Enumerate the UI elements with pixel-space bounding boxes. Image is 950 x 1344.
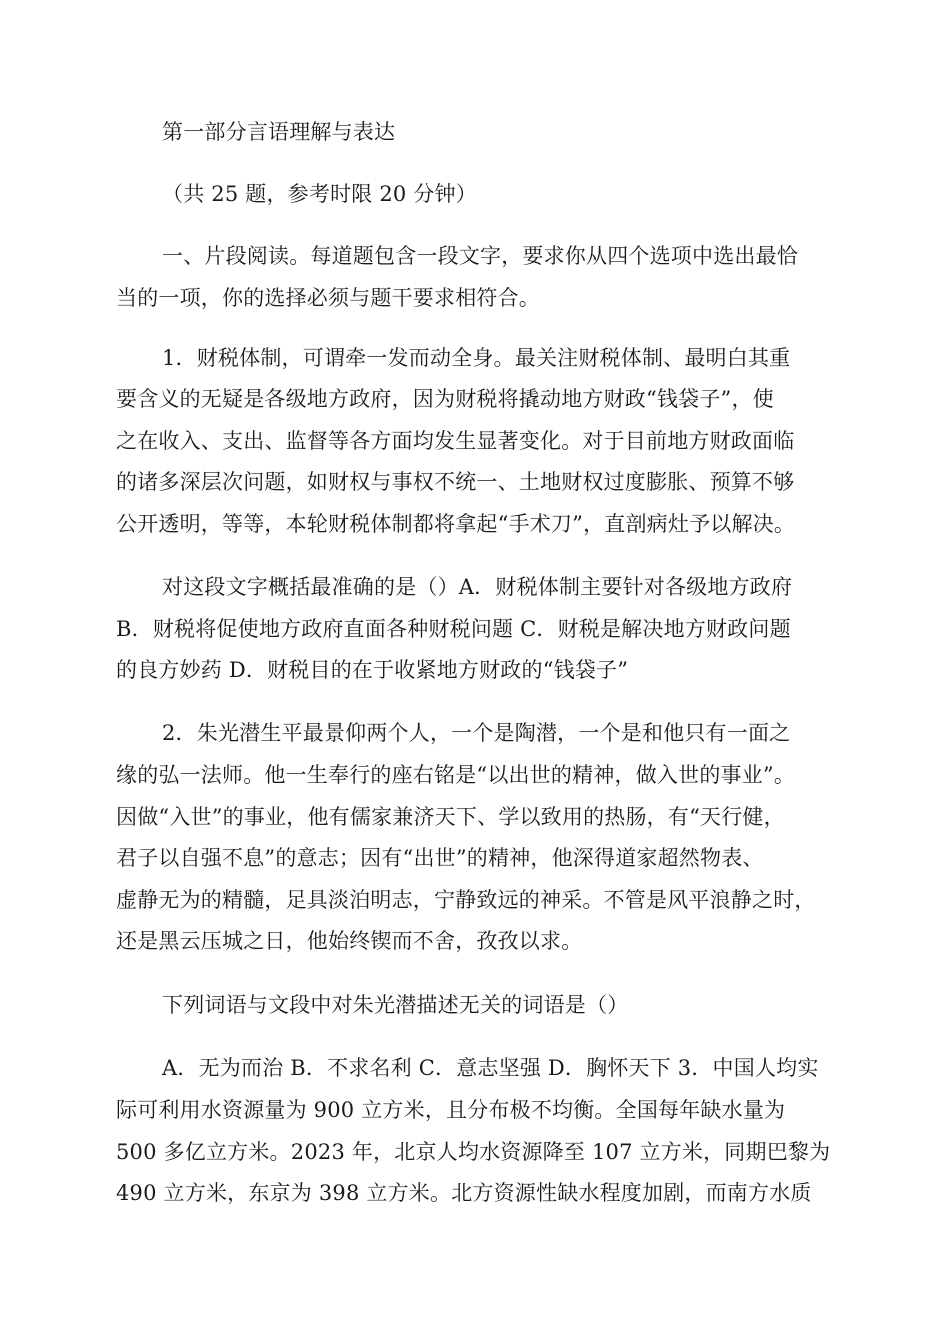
q2-passage-line: 缘的弘一法师。他一生奉行的座右铭是“以出世的精神，做入世的事业”。 bbox=[116, 763, 796, 787]
q2-question: 下列词语与文段中对朱光潜描述无关的词语是（） bbox=[162, 993, 629, 1017]
q1-passage-line: 公开透明，等等，本轮财税体制都将拿起“手术刀”，直剖病灶予以解决。 bbox=[116, 512, 796, 536]
q1-passage-line: 要含义的无疑是各级地方政府，因为财税将撬动地方财政“钱袋子”，使 bbox=[116, 387, 774, 411]
q1-passage-line: 之在收入、支出、监督等各方面均发生显著变化。对于目前地方财政面临 bbox=[116, 429, 795, 453]
q2-passage-line: 还是黑云压城之日，他始终锲而不舍，孜孜以求。 bbox=[116, 929, 583, 953]
instructions-line: 当的一项，你的选择必须与题干要求相符合。 bbox=[116, 286, 540, 310]
q2-options-q3-line: A．无为而治 B．不求名利 C．意志坚强 D．胸怀天下 3．中国人均实 bbox=[162, 1056, 819, 1080]
q1-question-line: 的良方妙药 D．财税目的在于收紧地方财政的“钱袋子” bbox=[116, 658, 629, 682]
section-subtitle: （共 25 题，参考时限 20 分钟） bbox=[162, 182, 477, 206]
q1-question-line: 对这段文字概括最准确的是（）A．财税体制主要针对各级地方政府 bbox=[162, 575, 793, 599]
section-title: 第一部分言语理解与表达 bbox=[162, 120, 396, 144]
instructions-line: 一、片段阅读。每道题包含一段文字，要求你从四个选项中选出最恰 bbox=[162, 244, 798, 268]
q2-options-q3-line: 际可利用水资源量为 900 立方米，且分布极不均衡。全国每年缺水量为 bbox=[116, 1098, 786, 1122]
q1-question-line: B．财税将促使地方政府直面各种财税问题 C．财税是解决地方财政问题 bbox=[116, 617, 791, 641]
q2-passage-line: 君子以自强不息”的意志；因有“出世”的精神，他深得道家超然物表、 bbox=[116, 846, 764, 870]
q1-passage-line: 的诸多深层次问题，如财权与事权不统一、土地财权过度膨胀、预算不够 bbox=[116, 470, 795, 494]
q1-passage-line: 1．财税体制，可谓牵一发而动全身。最关注财税体制、最明白其重 bbox=[162, 346, 791, 370]
q2-options-q3-line: 500 多亿立方米。2023 年，北京人均水资源降至 107 立方米，同期巴黎为 bbox=[116, 1140, 831, 1164]
q2-passage-line: 因做“入世”的事业，他有儒家兼济天下、学以致用的热肠，有“天行健， bbox=[116, 805, 785, 829]
q2-options-q3-line: 490 立方米，东京为 398 立方米。北方资源性缺水程度加剧，而南方水质 bbox=[116, 1181, 812, 1205]
q2-passage-line: 虚静无为的精髓，足具淡泊明志，宁静致远的神采。不管是风平浪静之时， bbox=[116, 888, 816, 912]
q2-passage-line: 2．朱光潜生平最景仰两个人，一个是陶潜，一个是和他只有一面之 bbox=[162, 721, 791, 745]
